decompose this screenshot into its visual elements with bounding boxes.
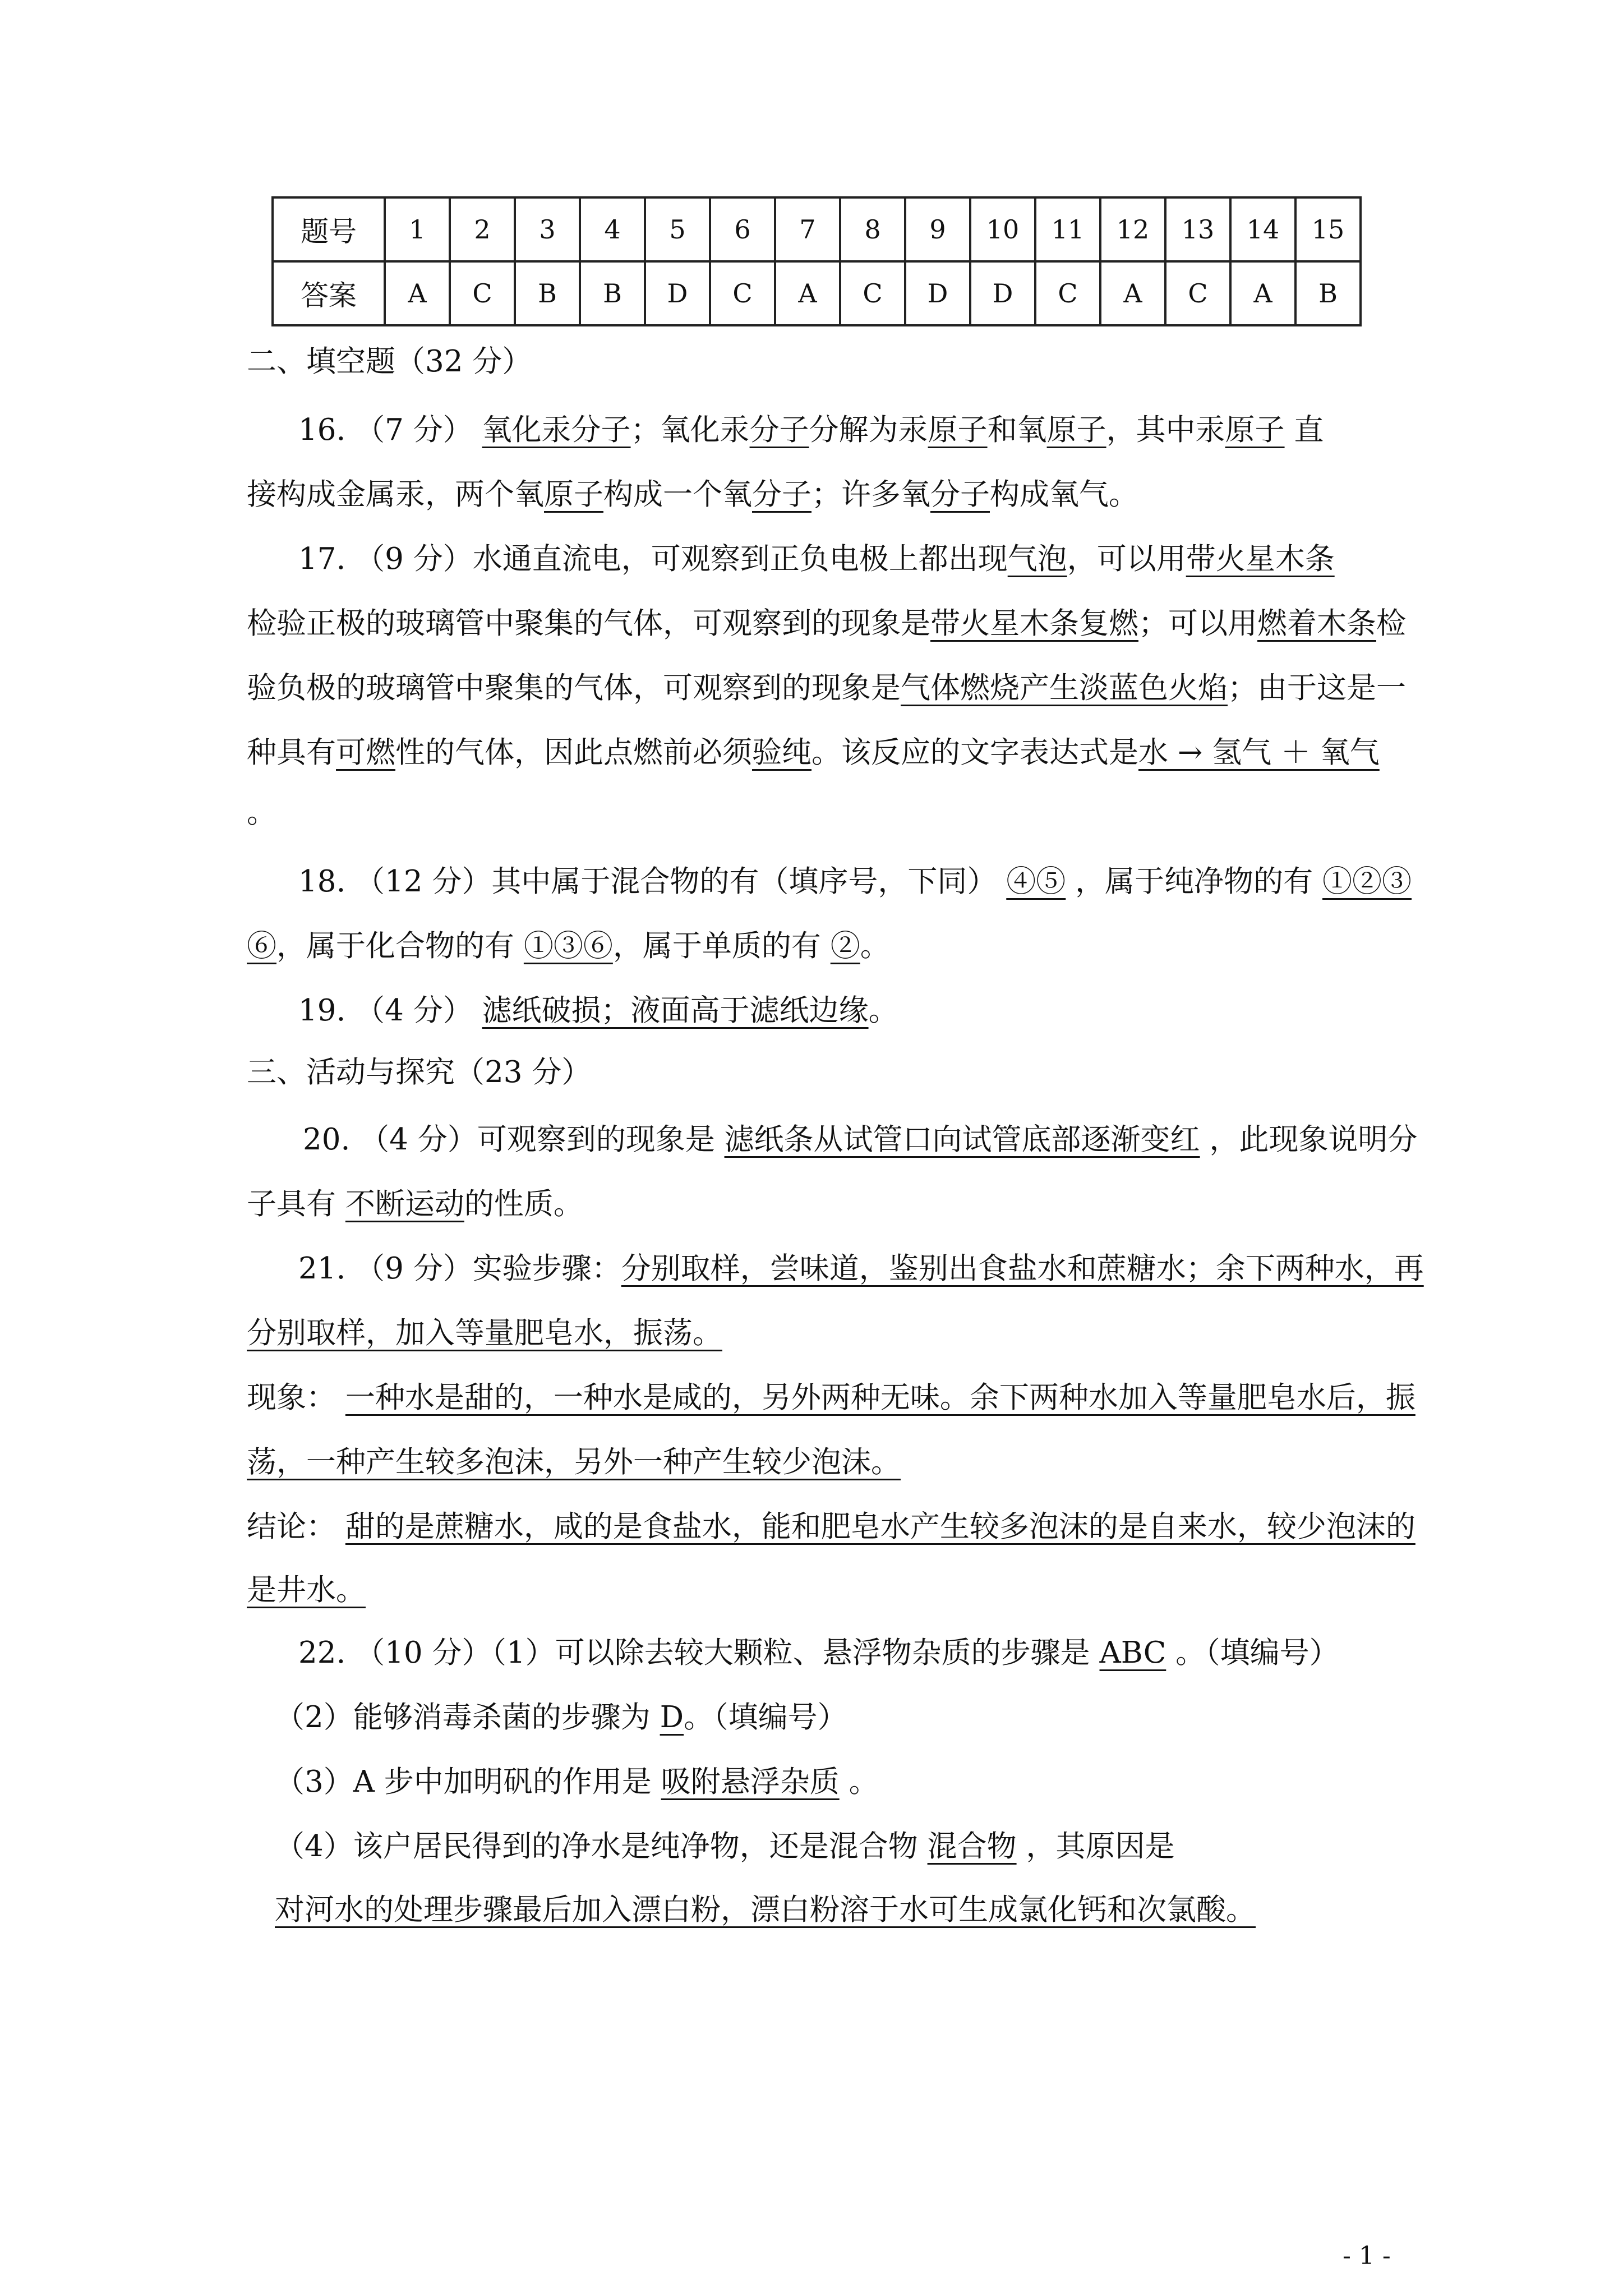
q21-line-1: [298, 1251, 1424, 1286]
q21-line-6: [247, 1575, 366, 1605]
q22-line-3: [275, 1767, 879, 1797]
text: 性的气体，因此点燃前必须: [395, 735, 752, 770]
answer-blank: 分子: [752, 477, 811, 512]
table-cell: 3: [515, 197, 580, 261]
text: （4）该户居民得到的净水是纯净物，还是混合物: [275, 1829, 918, 1864]
answer-blank: 可燃: [336, 735, 395, 770]
table-row-answers: [273, 261, 1361, 325]
answer-blank: ①②③: [1322, 864, 1412, 899]
text: 构成一个氧: [603, 477, 752, 512]
table-header-answer: 答案: [273, 261, 385, 325]
table-cell: 14: [1230, 197, 1295, 261]
q21-line-4: [247, 1447, 901, 1477]
text: 分解为汞: [809, 413, 928, 447]
answer-blank: 分子: [749, 413, 809, 447]
text: ；许多氧: [811, 477, 930, 512]
table-cell: B: [580, 261, 645, 325]
text: ；由于这是一: [1228, 671, 1406, 705]
answer-blank: 甜的是蔗糖水，咸的是食盐水，能和肥皂水产生较多泡沫的是自来水，较少泡沫的: [345, 1510, 1415, 1544]
q20-line-1: [303, 1122, 1418, 1157]
text: ，其中汞: [1106, 413, 1225, 447]
answer-blank: 原子: [928, 413, 988, 447]
table-cell: A: [1100, 261, 1165, 325]
table-cell: 4: [580, 197, 645, 261]
q21-line-5: [247, 1512, 1415, 1542]
table-cell: C: [450, 261, 515, 325]
answer-blank: 滤纸条从试管口向试管底部逐渐变红: [724, 1122, 1200, 1157]
answer-blank: ②: [830, 929, 860, 963]
table-cell: B: [1295, 261, 1361, 325]
table-cell: C: [1165, 261, 1230, 325]
text: 的性质。: [464, 1187, 583, 1221]
answer-blank: ABC: [1099, 1636, 1166, 1670]
label-phenomenon: 现象：: [247, 1381, 336, 1415]
table-cell: 8: [840, 197, 905, 261]
table-cell: 6: [710, 197, 775, 261]
answer-blank: 带火星木条: [1186, 542, 1335, 576]
answer-blank: 氧化汞分子: [482, 413, 631, 447]
table-cell: C: [1035, 261, 1100, 325]
answer-blank: 原子: [1225, 413, 1285, 447]
text: 验负极的玻璃管中聚集的气体，可观察到的现象是: [247, 671, 901, 705]
table-row-numbers: [273, 197, 1361, 261]
text: ，属于化合物的有: [276, 929, 514, 963]
text: （2）能够消毒杀菌的步骤为: [275, 1700, 651, 1734]
table-cell: B: [515, 261, 580, 325]
table-cell: 12: [1100, 197, 1165, 261]
answer-blank: 分子: [930, 477, 990, 512]
text: 检验正极的玻璃管中聚集的气体，可观察到的现象是: [247, 606, 930, 641]
q22-line-1: [298, 1638, 1339, 1668]
table-cell: 7: [775, 197, 840, 261]
text: 。该反应的文字表达式是: [811, 735, 1138, 770]
text: 。: [860, 929, 890, 963]
page-number: - 1 -: [1343, 2242, 1391, 2270]
table-cell: 5: [645, 197, 710, 261]
table-cell: 11: [1035, 197, 1100, 261]
answer-blank: 荡，一种产生较多泡沫，另外一种产生较少泡沫。: [247, 1445, 901, 1479]
table-cell: 13: [1165, 197, 1230, 261]
answer-blank: ④⑤: [1006, 864, 1066, 899]
answer-blank: 带火星木条复燃: [930, 606, 1138, 641]
text: 检: [1376, 606, 1406, 641]
q17-line-2: [247, 606, 1406, 641]
answer-blank: 验纯: [752, 735, 811, 770]
answer-blank: 水 → 氢气 ＋ 氧气: [1138, 735, 1380, 770]
answer-blank: 是井水。: [247, 1573, 366, 1607]
answer-table: [271, 196, 1362, 326]
text: ；氧化汞: [630, 413, 750, 447]
q22-line-4: [275, 1829, 1175, 1864]
table-cell: C: [840, 261, 905, 325]
label-conclusion: 结论：: [247, 1510, 336, 1544]
answer-blank: ①③⑥: [523, 929, 613, 963]
table-cell: A: [775, 261, 840, 325]
text: 21. （9 分）实验步骤：: [298, 1251, 621, 1286]
answer-blank: 分别取样，加入等量肥皂水，振荡。: [247, 1316, 722, 1350]
text: 16. （7 分）: [298, 413, 473, 447]
answer-blank: 原子: [1046, 413, 1106, 447]
answer-blank: 燃着木条: [1257, 606, 1376, 641]
text: 直: [1294, 413, 1324, 447]
table-cell: D: [970, 261, 1035, 325]
q17-line-3: [247, 673, 1406, 703]
table-cell: A: [385, 261, 450, 325]
q16-line-1: [298, 415, 1324, 445]
answer-blank: ⑥: [247, 929, 276, 963]
section-2-title: 二、填空题（32 分）: [247, 344, 532, 379]
table-cell: D: [645, 261, 710, 325]
q21-line-3: [247, 1381, 1415, 1415]
q22-line-5: [275, 1895, 1256, 1925]
answer-blank: D: [660, 1700, 684, 1734]
text: 和氧: [987, 413, 1047, 447]
table-cell: 2: [450, 197, 515, 261]
answer-blank: 气泡: [1007, 542, 1067, 576]
text: 构成氧气。: [990, 477, 1138, 512]
text: ，其原因是: [1026, 1829, 1175, 1864]
table-cell: 1: [385, 197, 450, 261]
text: 子具有: [247, 1187, 336, 1221]
text: 17. （9 分）水通直流电，可观察到正负电极上都出现: [298, 542, 1008, 576]
text: ，属于纯净物的有: [1075, 864, 1313, 899]
answer-blank: 滤纸破损；液面高于滤纸边缘: [482, 993, 869, 1028]
answer-blank: 一种水是甜的，一种水是咸的，另外两种无味。余下两种水加入等量肥皂水后，振: [345, 1381, 1415, 1415]
q17-line-5: 。: [247, 795, 276, 830]
answer-blank: 原子: [544, 477, 603, 512]
q16-line-2: [247, 477, 1138, 512]
q17-line-1: [298, 544, 1335, 574]
table-header-number: 题号: [273, 197, 385, 261]
section-3-title: 三、活动与探究（23 分）: [247, 1055, 592, 1089]
answer-blank: 不断运动: [345, 1187, 464, 1221]
table-cell: 10: [970, 197, 1035, 261]
q19-line: [298, 993, 898, 1028]
q17-line-4: [247, 735, 1380, 770]
table-cell: C: [710, 261, 775, 325]
text: （3）A 步中加明矾的作用是: [275, 1765, 652, 1799]
q22-line-2: [275, 1700, 847, 1734]
table-cell: D: [905, 261, 970, 325]
q18-line-1: [298, 864, 1412, 899]
text: 。: [868, 993, 898, 1028]
answer-blank: 混合物: [927, 1829, 1017, 1864]
q18-line-2: [247, 931, 890, 961]
text: 。（填编号）: [684, 1700, 847, 1734]
text: ，属于单质的有: [612, 929, 821, 963]
table-cell: 9: [905, 197, 970, 261]
text: 种具有: [247, 735, 336, 770]
text: 19. （4 分）: [298, 993, 473, 1028]
text: ；可以用: [1138, 606, 1257, 641]
table-cell: A: [1230, 261, 1295, 325]
text: 18. （12 分）其中属于混合物的有（填序号，下同）: [298, 864, 997, 899]
q20-line-2: [247, 1189, 583, 1219]
text: ，可以用: [1067, 542, 1186, 576]
text: 20. （4 分）可观察到的现象是: [303, 1122, 715, 1157]
text: ，此现象说明分: [1209, 1122, 1418, 1157]
text: 。: [849, 1765, 879, 1799]
text: 22. （10 分）（1）可以除去较大颗粒、悬浮物杂质的步骤是: [298, 1636, 1090, 1670]
answer-blank: 气体燃烧产生淡蓝色火焰: [901, 671, 1228, 705]
answer-blank: 分别取样，尝味道，鉴别出食盐水和蔗糖水；余下两种水，再: [621, 1251, 1424, 1286]
answer-blank: 吸附悬浮杂质: [661, 1765, 840, 1799]
text: 。（填编号）: [1175, 1636, 1339, 1670]
text: 接构成金属汞，两个氧: [247, 477, 544, 512]
answer-blank: 对河水的处理步骤最后加入漂白粉，漂白粉溶于水可生成氯化钙和次氯酸。: [275, 1893, 1256, 1927]
q21-line-2: [247, 1318, 722, 1348]
table-cell: 15: [1295, 197, 1361, 261]
